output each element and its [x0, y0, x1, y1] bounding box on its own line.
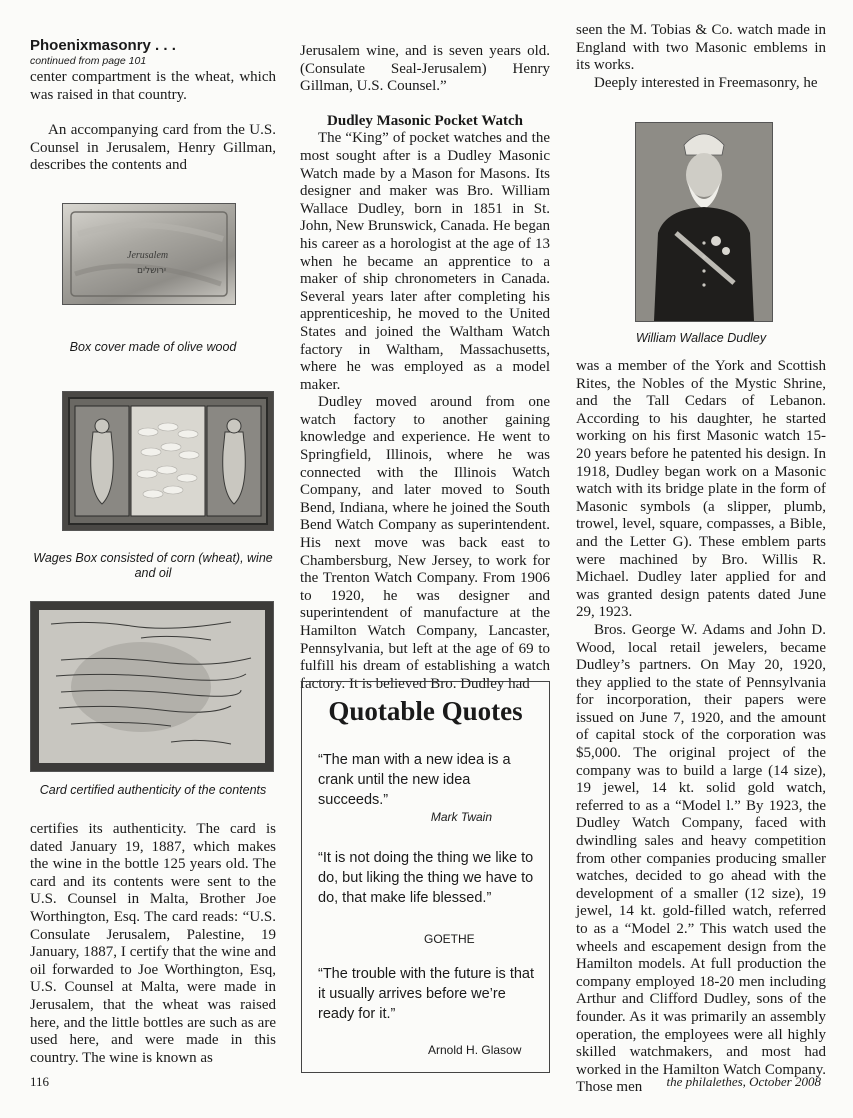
caption: Wages Box consisted of corn (wheat), wine and oil	[33, 551, 273, 580]
column-3-bottom	[576, 358, 826, 1097]
column-2	[300, 43, 550, 693]
publication-footer: the philalethes, October 2008	[666, 1074, 821, 1089]
wages-box-illustration	[63, 392, 273, 530]
quote-box-title: Quotable Quotes	[328, 696, 523, 726]
caption: Card certified authenticity of the contents	[39, 783, 267, 797]
column-1-bottom	[30, 821, 276, 1067]
page-number: 116	[30, 1074, 50, 1089]
column-3-top	[576, 22, 826, 92]
paragraph: center compartment is the wheat, which was raised in that country.	[30, 69, 276, 103]
paragraph: Deeply interested in Freemasonry, he	[594, 74, 818, 91]
subheading: Dudley Masonic Pocket Watch	[327, 112, 523, 129]
quote-author: Arnold H. Glasow	[428, 1043, 522, 1057]
wages-box-photo	[62, 391, 274, 531]
quote-author: Mark Twain	[430, 810, 492, 824]
quote-text: “It is not doing the thing we like to do, but liking the thing we have to do, that make life blessed.”	[318, 850, 534, 906]
box-inscription-hebrew: ירושלים	[137, 266, 167, 276]
box-inscription: Jerusalem	[127, 250, 169, 261]
column-1-top	[30, 69, 276, 175]
caption: William Wallace Dudley	[635, 331, 767, 345]
section-title: Phoenixmasonry . . .	[30, 37, 176, 54]
card-illustration	[31, 602, 273, 771]
box-cover-photo	[62, 203, 236, 305]
dudley-portrait-photo	[635, 122, 773, 322]
quote-text: “The man with a new idea is a crank until the new idea succeeds.”	[318, 752, 511, 808]
authenticity-card-photo	[30, 601, 274, 772]
paragraph: Bros. George W. Adams and John D. Wood, local retail jewelers, became Dudley’s partners. On May 20, 1920, they applied to the state of Pennsylvania for incorporation, their papers were issued on June 7, 1920, and the amount of capital stock of the corporation was $5,000. The original project of the company was to build a large (14 size), 19 jewel, 14 kt. solid gold watch, referred to as a “Model l.” By 1923, the Dudley Watch Company, faced with dwindling sales and heavy competition from other companies producing smaller watches, decided to go ahead with the development of a smaller (12 size), 19 jewel, 14 kt. gold-filled watch, referred to as a “Model 2.” This watch used the wheels and escapement design from the Hamilton models. At full production the company employed 18-20 men including Arthur and Clifford Dudley, sons of the founder. As it was primarily an assembly operation, the employees were all highly skilled watchmakers, and most had worked in the Hamilton Watch Company. Those men	[576, 621, 826, 1096]
paragraph: certifies its authenticity. The card is dated January 19, 1887, which makes the wine in the bottle 125 years old. The card and its contents were sent to the U.S. Counsel in Malta, Brother Joe Worthington, Esq. The card reads: “U.S. Consulate Jerusalem, Palestine, 19 January, 1887, I certify that the wine and oil forwarded to Joe Worthington, Esq, U.S. Counsel at Malta, were made in Jerusalem, that the wheat was raised here, and the little bottles are such as are used here, and were made in this country. The wine is known as	[30, 821, 276, 1066]
paragraph: seen the M. Tobias & Co. watch made in England with two Masonic emblems in its works.	[576, 22, 826, 74]
paragraph: Jerusalem wine, and is seven years old. (Consulate Seal-Jerusalem) Henry Gillman, U.S. Counsel.”	[300, 43, 550, 95]
quote-text: “The trouble with the future is that it usually arrives before we’re ready for it.”	[318, 966, 534, 1022]
portrait-illustration	[636, 123, 772, 321]
quote-author: GOETHE	[424, 932, 475, 946]
continued-note: continued from page 101	[30, 55, 147, 67]
quote-box	[301, 681, 550, 1073]
paragraph: The “King” of pocket watches and the most sought after is a Dudley Masonic Watch made by a Mason for Masons. Its designer and maker was Bro. William Wallace Dudley, born in 1851 in St. John, New Brunswick, Canada. He began his career as a horologist at the age of 13 when he became an apprentice to a maker of ship chronometers in Canada. Several years later after completing his apprenticeship, he moved to the United States and joined the Waltham Watch factory in Waltham, Massachusetts, where he was employed as a model maker.	[300, 130, 550, 393]
paragraph: Dudley moved around from one watch factory to another gaining knowledge and experience. He went to Springfield, Illinois, where he was connected with the Illinois Watch Company, and later moved to South Bend, Indiana, where he joined the South Bend Watch Company as superintendent. His next move was back east to Chambersburg, New Jersey, to work for the Trenton Watch Company. From 1906 to 1920, he was designer and superintendent of manufacture at the Hamilton Watch Company, Lancaster, Pennsylvania, but left at the age of 69 to fulfill his dream of establishing a watch factory. It is believed Bro. Dudley had	[300, 394, 550, 692]
caption: Box cover made of olive wood	[69, 340, 237, 354]
paragraph: An accompanying card from the U.S. Counsel in Jerusalem, Henry Gillman, describes the contents and	[30, 122, 276, 174]
paragraph: was a member of the York and Scottish Rites, the Nobles of the Mystic Shrine, and the Tall Cedars of Lebanon. According to his daughter, he started working on his first Masonic watch 15-20 years before he patented his design. In 1918, Dudley began work on a Masonic watch with its bridge plate in the form of Masonic symbols (a slipper, plumb, trowel, level, square, compasses, a Bible, and the Letter G). These emblem parts were machined by Bro. Willis R. Michael. Dudley later applied for and was granted design patents dated June 29, 1923.	[576, 358, 826, 621]
